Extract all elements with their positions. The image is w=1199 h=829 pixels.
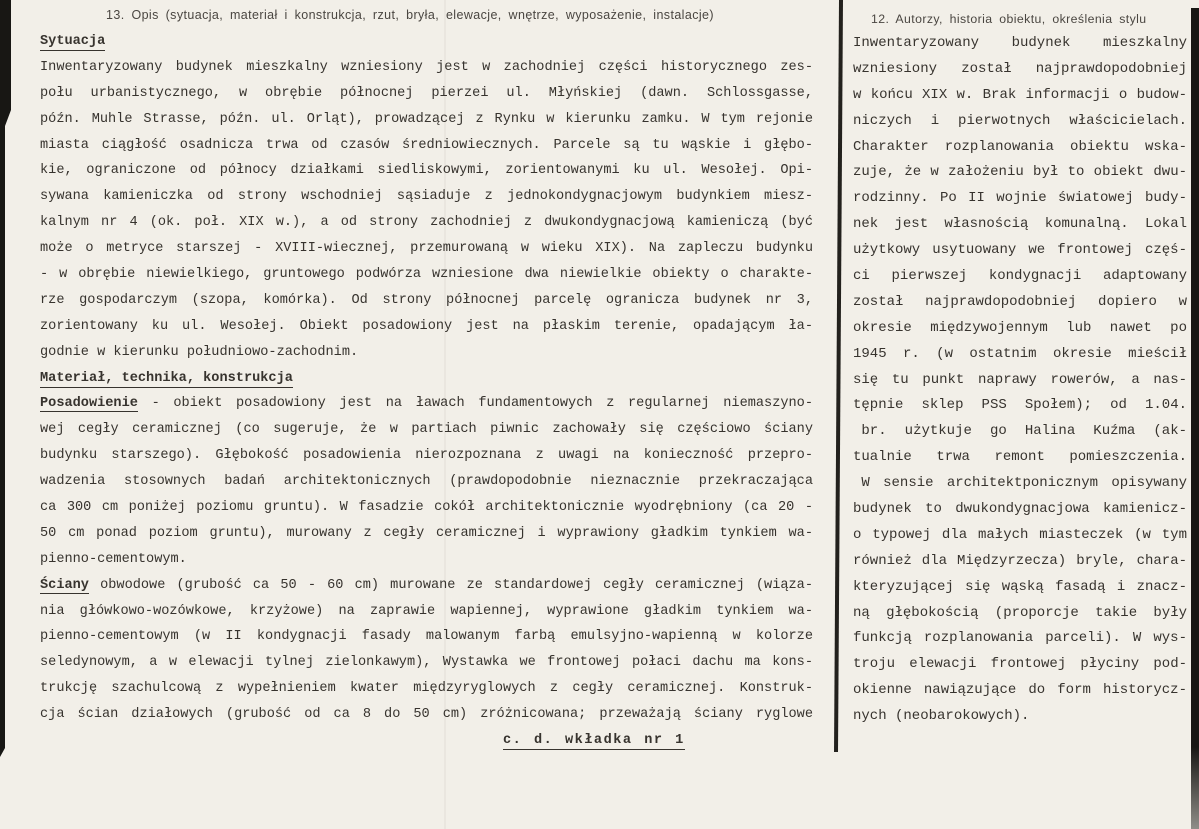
column-divider-line: [834, 0, 843, 752]
continuation-note: [40, 728, 813, 754]
text-line: sywana kamieniczka od strony wschodniej sąsiaduje z jednokondygnacjowym budynkiem miesz-: [40, 189, 813, 205]
text-line: seledynowym, a w elewacji tylnej zielonkawym), Wystawka we frontowej połaci dachu ma kons-: [40, 655, 813, 671]
text-line: wej cegły ceramicznej (co sugeruje, że w partiach piwnic zachowały się częściowo ściany: [40, 422, 813, 438]
text-line: został najprawdopodobniej dopiero w: [853, 293, 1187, 310]
text-line: ci pierwszej kondygnacji adaptowany: [853, 268, 1187, 285]
text-line: Ściany obwodowe (grubość ca 50 - 60 cm) murowane ze standardowej cegły ceramicznej (wiąza-: [40, 577, 813, 593]
right-column-body: [853, 31, 1187, 730]
text-line: pienno-cementowym (w II kondygnacji fasady malowanym farbą emulsyjno-wapienną w kolorze: [40, 629, 813, 645]
section-heading-text: Sytuacja: [40, 34, 106, 49]
text-line: zuje, że w założeniu był to obiekt dwu-: [853, 164, 1187, 181]
form-field-label-12-autorzy: 12. Autorzy, historia obiektu, określenia stylu: [871, 12, 1147, 26]
text-line: może o metryce starszej - XVIII-wiecznej, przemurowaną w wieku XIX). Na zapleczu budynku: [40, 241, 813, 257]
text-line: Posadowienie - obiekt posadowiony jest na ławach fundamentowych z regularnej niemaszyno-: [40, 396, 813, 412]
text-line: - w obrębie niewielkiego, gruntowego podwórza wzniesione dwa niewielkie obiekty o charakte-: [40, 267, 813, 283]
text-line: trukcję szachulcową z wypełnieniem kwater międzyryglowych z cegły ceramicznej. Konstruk-: [40, 681, 813, 697]
scan-edge-left: [0, 0, 11, 757]
text-line: 1945 r. (w ostatnim okresie mieścił: [853, 345, 1187, 362]
text-line: nych (neobarokowych).: [853, 708, 1030, 725]
text-line: zorientowany ku ul. Wesołej. Obiekt posadowiony jest na płaskim terenie, opadającym ła-: [40, 318, 813, 334]
text-line: wzniesiony został najprawdopodobniej: [853, 60, 1187, 77]
text-line: użytkowy usytuowany we frontowej częś-: [853, 242, 1187, 259]
text-line: wadzenia stosownych badań architektonicznych (prawdopodobnie nieznacznie przekraczająca: [40, 474, 813, 490]
underlined-term: Posadowienie: [40, 396, 138, 412]
text-line: kie, ograniczone od północy działkami siedliskowymi, zorientowanymi ku ul. Wesołej. Opi-: [40, 163, 813, 179]
text-line: tualnie trwa remont pomieszczenia.: [853, 449, 1187, 466]
text-line: Inwentaryzowany budynek mieszkalny wzniesiony jest w zachodniej części historycznego zes-: [40, 59, 813, 75]
right-column: [853, 12, 1187, 730]
continuation-note-text: c. d. wkładka nr 1: [503, 733, 685, 749]
text-line: Charakter rozplanowania obiektu wska-: [853, 138, 1187, 155]
text-line: połu urbanistycznego, w obrębie północnej pierzei ul. Młyńskiej (dawn. Schlossgasse,: [40, 85, 813, 101]
text-line: późn. Muhle Strasse, późn. ul. Orląt), prowadzącej z Rynku w kierunku zamku. W tym rejonie: [40, 111, 813, 127]
text-line: miasta ciągłość osadnicza trwa od czasów średniowiecznych. Parcele są tu wąskie i głębo-: [40, 137, 813, 153]
text-line: rze gospodarczym (szopa, komórka). Od strony północnej parcelę ogranicza budynek nr 3,: [40, 292, 813, 308]
form-field-label-13-opis: 13. Opis (sytuacja, materiał i konstrukcja, rzut, bryła, elewacje, wnętrze, wyposażenie, instalacje): [106, 8, 714, 22]
text-line: okienne nawiązujące do form historycz-: [853, 682, 1187, 699]
text-line: W sensie architektponicznym opisywany: [861, 475, 1187, 492]
section-heading: [40, 29, 813, 55]
scan-edge-right: [1191, 8, 1199, 829]
text-line: okresie międzywojennym lub nawet po: [853, 319, 1187, 336]
left-column-body: [40, 29, 813, 754]
text-line: budynek to dwukondygnacjowa kamienicz-: [853, 501, 1187, 518]
underlined-term: Ściany: [40, 577, 89, 593]
text-line: ną głębokością (proporcje takie były: [853, 604, 1187, 621]
text-line: budynku starszego). Głębokość posadowienia nierozpoznana z uwagi na konieczność przepro-: [40, 448, 813, 464]
text-line: o typowej dla małych miasteczek (w tym: [853, 526, 1187, 543]
text-line: kteryzującej się wąską fasadą i znacz-: [853, 578, 1187, 595]
text-line: pienno-cementowym.: [40, 551, 187, 567]
text-line: nia główkowo-wozówkowe, krzyżowe) na zaprawie wapiennej, wyprawione gładkim tynkiem wa-: [40, 603, 813, 619]
section-heading-text: Materiał, technika, konstrukcja: [40, 370, 293, 386]
text-line: w końcu XIX w. Brak informacji o budow-: [853, 86, 1187, 103]
text-line: Inwentaryzowany budynek mieszkalny: [853, 35, 1187, 51]
text-line: funkcją rozplanowania parceli). W wys-: [853, 630, 1187, 647]
text-line: rodzinny. Po II wojnie światowej budy-: [853, 190, 1187, 207]
text-line: cja ścian działowych (grubość od ca 8 do 50 cm) zróżnicowana; przeważają ściany ryglowe: [40, 707, 813, 723]
text-line: troju elewacji frontowej płyciny pod-: [853, 656, 1187, 673]
text-line: niczych i pierwotnych właścicielach.: [853, 112, 1187, 129]
text-line: 50 cm ponad poziom gruntu), murowany z cegły ceramicznej i wyprawiony gładkim tynkiem wa-: [40, 525, 813, 541]
text-line: godnie w kierunku południowo-zachodnim.: [40, 344, 359, 360]
left-column: [40, 8, 813, 754]
text-line: tępnie sklep PSS Społem); od 1.04.: [853, 397, 1187, 414]
text-line: kalnym nr 4 (ok. poł. XIX w.), a od strony zachodniej z dwukondygnacjową kamieniczą (być: [40, 215, 813, 231]
section-heading: [40, 366, 813, 392]
text-line: ca 300 cm poniżej poziomu gruntu). W fasadzie cokół architektonicznie wyodrębniony (ca 20 -: [40, 500, 813, 516]
text-line: br. użytkuje go Halina Kuźma (ak-: [861, 423, 1187, 440]
text-line: również dla Międzyrzecza) bryle, chara-: [853, 552, 1187, 569]
text-line: się tu punkt naprawy rowerów, a nas-: [853, 371, 1187, 388]
text-line: nek jest własnością komunalną. Lokal: [853, 216, 1187, 233]
